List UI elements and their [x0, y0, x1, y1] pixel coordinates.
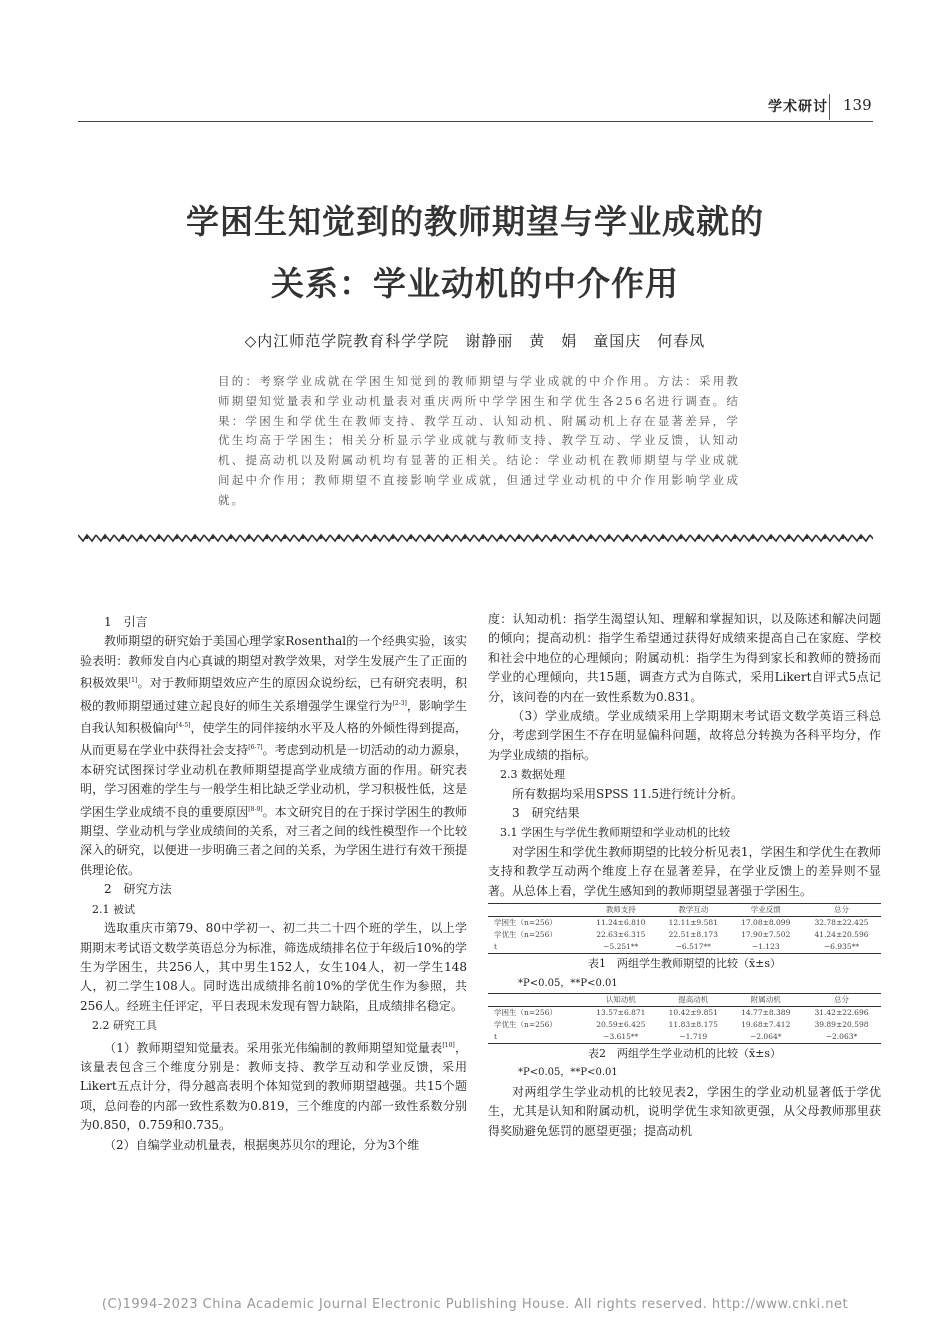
subjects-paragraph: 选取重庆市第79、80中学初一、初二共二十四个班的学生，以上学期期末考试语文数学英语总分为标准，筛选成绩排名位于年级后10%的学生为学困生，共256人，其中男生152人，女生104人，初一学生148人，初二学生108人。同时选出成绩排名前10%的学优生作为参照，共256人。经班主任评定，平日表现未发现有智力缺陷，且成绩排名稳定。 — [80, 921, 467, 1013]
table-row: 学优生（n=256） 22.63±6.315 22.51±8.173 17.90±7.502 41.24±20.596 — [494, 930, 869, 940]
left-column — [80, 613, 467, 1155]
table1-caption: 表1 两组学生教师期望的比较（x̄±s） — [587, 957, 782, 971]
journal-section-label: 学术研讨 — [768, 99, 828, 115]
subsection-heading-tools: 2.2 研究工具 — [92, 1019, 157, 1033]
achievement-paragraph: （3）学业成绩。学业成绩采用上学期期末考试语文数学英语三科总分，考虑到学困生不存在明显偏科问题，故将总分转换为各科平均分，作为学业成绩的指标。 — [488, 709, 881, 762]
subsection-heading-comparison: 3.1 学困生与学优生教师期望和学业动机的比较 — [500, 826, 730, 840]
motivation-paragraph: 度：认知动机：指学生渴望认知、理解和掌握知识，以及陈述和解决问题的倾向；提高动机：指学生希望通过获得好成绩来提高自己在家庭、学校和社会中地位的心理倾向；附属动机：指学生为得到家长和教师的赞扬而学业的心理倾向，共15题，调查方式为自陈式，采用Likert自评式5点记分，该问卷的内在一致性系数为0.831。 — [488, 612, 881, 704]
page-number: 139 — [843, 96, 872, 114]
data-paragraph: 所有数据均采用SPSS 11.5进行统计分析。 — [512, 786, 744, 801]
comparison-paragraph: 对学困生和学优生教师期望的比较分析见表1，学困生和学优生在教师支持和教学互动两个维度上存在显著差异，在学业反馈上的差异则不显著。从总体上看，学优生感知到的教师期望显著强于学困生。 — [488, 844, 881, 898]
table-row: 学困生（n=256） 11.24±6.810 12.11±9.581 17.08±8.099 32.78±22.425 — [494, 918, 869, 928]
header-rule — [78, 121, 873, 122]
section-heading-intro: 1 引言 — [104, 615, 148, 629]
table-motivation: 认知动机 提高动机 附属动机 总分 学困生（n=256） 13.57±6.871 10.42±9.851 14.77±8.389 31.42±22.696 学优生（n=256） 20.59±6.425 11.83±8.175 19.68±7.412 39.89±20.598 t −3.615** −1.719 −2.064* −2.063* — [488, 993, 881, 1044]
section-heading-results: 3 研究结果 — [512, 806, 580, 821]
table-row: t −3.615** −1.719 −2.064* −2.063* — [494, 1031, 858, 1041]
intro-paragraph: 教师期望的研究始于美国心理学家Rosenthal的一个经典实验，该实验表明：教师发自内心真诚的期望对教学效果，对学生发展产生了正面的积极效果[1]。对于教师期望效应产生的原因众说纷纭，已有研究表明，积极的教师期望通过建立起良好的师生关系增强学生课堂行为[2-3]，影响学生自我认知积极偏向[4-5]，使学生的同伴接纳水平及人格的外倾性得到提高，从而更易在学业中获得社会支持[6-7]。考虑到动机是一切活动的动力源泉，本研究试图探讨学业动机在教师期望提高学业成绩方面的作用。研究表明，学习困难的学生与一般学生相比缺乏学业动机，学习积极性低，这是学困生学业成绩不良的重要原因[8-9]。本文研究目的在于探讨学困生的教师期望、学业动机与学业成绩间的关系，对三者之间的线性模型作一个比较深入的研究，以便进一步明确三者之间的关系，为学困生进行有效干预提供理论依。 — [80, 634, 467, 877]
tools-paragraph-2: （2）自编学业动机量表，根据奥苏贝尔的理论，分为3个维 — [104, 1137, 420, 1152]
abstract: 目的：考察学业成就在学困生知觉到的教师期望与学业成就的中介作用。方法：采用教师期望知觉量表和学业动机量表对重庆两所中学学困生和学优生各256名进行调查。结果：学困生和学优生在教师支持、教学互动、认知动机、附属动机上存在显著差异，学优生均高于学困生；相关分析显示学业成就与教师支持、教学互动、学业反馈，认知动机、提高动机以及附属动机均有显著的正相关。结论：学业动机在教师期望与学业成就间起中介作用；教师期望不直接影响学业成就，但通过学业动机的中介作用影响学业成就。 — [218, 374, 740, 507]
article-title-line2: 关系：学业动机的中介作用 — [271, 264, 679, 303]
table2-caption: 表2 两组学生学业动机的比较（x̄±s） — [587, 1046, 782, 1060]
header-separator — [829, 94, 830, 120]
table2-note: *P<0.05，**P<0.01 — [518, 1067, 618, 1079]
tools-paragraph-1: （1）教师期望知觉量表。采用张光伟编制的教师期望知觉量表[10]，该量表包含三个维度分别是：教师支持、教学互动和学业反馈，采用Likert五点计分，得分越高表明个体知觉到的教师期望越强。共15个题项，总问卷的内部一致性系数为0.819，三个维度的内部一致性系数分别为0.850，0.759和0.735。 — [80, 1040, 467, 1133]
authors-line: ◇内江师范学院教育科学学院 谢静丽 黄 娟 童国庆 何春凤 — [244, 332, 706, 350]
copyright-footer: (C)1994-2023 China Academic Journal Electronic Publishing House. All rights reserved. http://www.cnki.net — [101, 1297, 849, 1312]
article-title-line1: 学困生知觉到的教师期望与学业成就的 — [186, 202, 764, 241]
table-row: 学困生（n=256） 13.57±6.871 10.42±9.851 14.77±8.389 31.42±22.696 — [494, 1007, 869, 1017]
subsection-heading-subjects: 2.1 被试 — [92, 902, 135, 916]
motivation-comparison-paragraph: 对两组学生学业动机的比较见表2，学困生的学业动机显著低于学优生，尤其是认知和附属动机，说明学优生求知欲更强，从父母教师那里获得奖励避免惩罚的愿望更强；提高动机 — [488, 1084, 881, 1138]
table-row: 学优生（n=256） 20.59±6.425 11.83±8.175 19.68±7.412 39.89±20.598 — [494, 1019, 869, 1029]
section-heading-methods: 2 研究方法 — [104, 882, 172, 897]
decorative-divider — [78, 533, 873, 543]
table-row: t −5.251** −6.517** −1.123 −6.935** — [494, 942, 860, 952]
subsection-heading-data: 2.3 数据处理 — [500, 768, 565, 782]
table-teacher-expectation: 教师支持 教学互动 学业反馈 总分 学困生（n=256） 11.24±6.810 12.11±9.581 17.08±8.099 32.78±22.425 学优生（n=256） 22.63±6.315 22.51±8.173 17.90±7.502 41.24±20.596 t −5.251** −6.517** −1.123 −6.935** — [488, 903, 881, 954]
right-column — [488, 610, 881, 1141]
table1-note: *P<0.05，**P<0.01 — [518, 977, 618, 989]
